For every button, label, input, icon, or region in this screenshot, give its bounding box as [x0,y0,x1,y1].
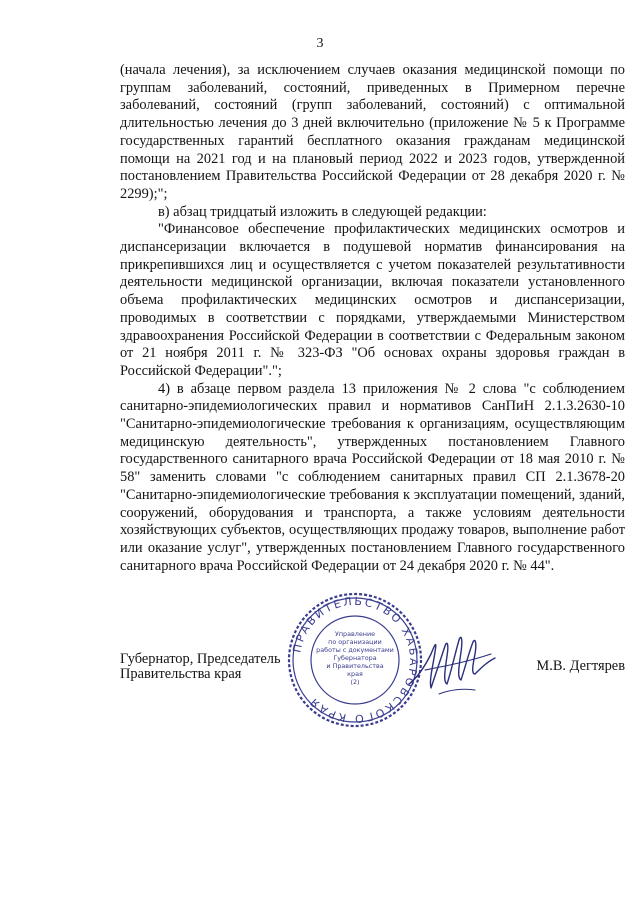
stamp-ring-text: ПРАВИТЕЛЬСТВО ХАБАРОВСКОГО КРАЯ [290,594,421,726]
stamp-line-5: и Правительства [326,662,384,670]
document-body [120,62,625,575]
paragraph-continuation: (начала лечения), за исключением случаев оказания медицинской помощи по группам заболеваний, состояний, приведенных в Примерном перечне заболеваний, состояний (групп заболеваний, состояний) с оптимальной длительностью лечения до 3 дней включительно (приложение № 5 к Программе государственных гарантий бесплатного оказания гражданам медицинской помощи на 2021 год и на плановый период 2022 и 2023 годов, утвержденной постановлением Правительства Российской Федерации от 28 декабря 2020 г. № 2299);"; [120,62,625,202]
stamp-line-3: работы с документами [316,646,394,654]
stamp-line-7: (2) [350,678,360,686]
stamp-line-2: по организации [328,638,382,646]
signer-title-line-1: Губернатор, Председатель [120,651,281,667]
stamp-line-4: Губернатора [333,654,377,662]
signer-title [120,652,281,682]
page-number: 3 [316,36,324,51]
stamp-line-1: Управление [334,630,376,638]
official-stamp [285,590,425,730]
stamp-line-6: края [347,670,363,678]
paragraph-quoted-text: "Финансовое обеспечение профилактических медицинских осмотров и диспансеризации включается в подушевой норматив финансирования на прикрепившихся лиц и осуществляется с учетом показателей результативности деятельности медицинской организации, включая показатели установленного объема профилактических медицинских осмотров и диспансеризации, проводимых в соответствии с порядками, утверждаемыми Министерством здравоохранения Российской Федерации в соответствии с Федеральным законом от 21 ноября 2011 г. № 323-ФЗ "Об основах охраны здоровья граждан в Российской Федерации"."; [120,221,625,379]
paragraph-subitem-v: в) абзац тридцатый изложить в следующей редакции: [158,203,487,220]
paragraph-item-4: 4) в абзаце первом раздела 13 приложения № 2 слова "с соблюдением санитарно-эпидемиологических правил и нормативов СанПиН 2.1.3.2630-10 "Санитарно-эпидемиологические требования к организациям, осуществляющим медицинскую деятельность", утвержденных постановлением Главного государственного санитарного врача Российской Федерации от 18 мая 2010 г. № 58" заменить словами "с соблюдением санитарных правил СП 2.1.3678-20 "Санитарно-эпидемиологические требования к эксплуатации помещений, зданий, сооружений, оборудования и транспорта, а также условиям деятельности хозяйствующих субъектов, осуществляющих продажу товаров, выполнение работ или оказание услуг", утвержденных постановлением Главного государственного санитарного врача Российской Федерации от 24 декабря 2020 г. № 44". [120,380,625,574]
signer-title-line-2: Правительства края [120,666,242,682]
handwritten-signature [405,618,505,708]
signer-name: М.В. Дегтярев [536,658,625,674]
